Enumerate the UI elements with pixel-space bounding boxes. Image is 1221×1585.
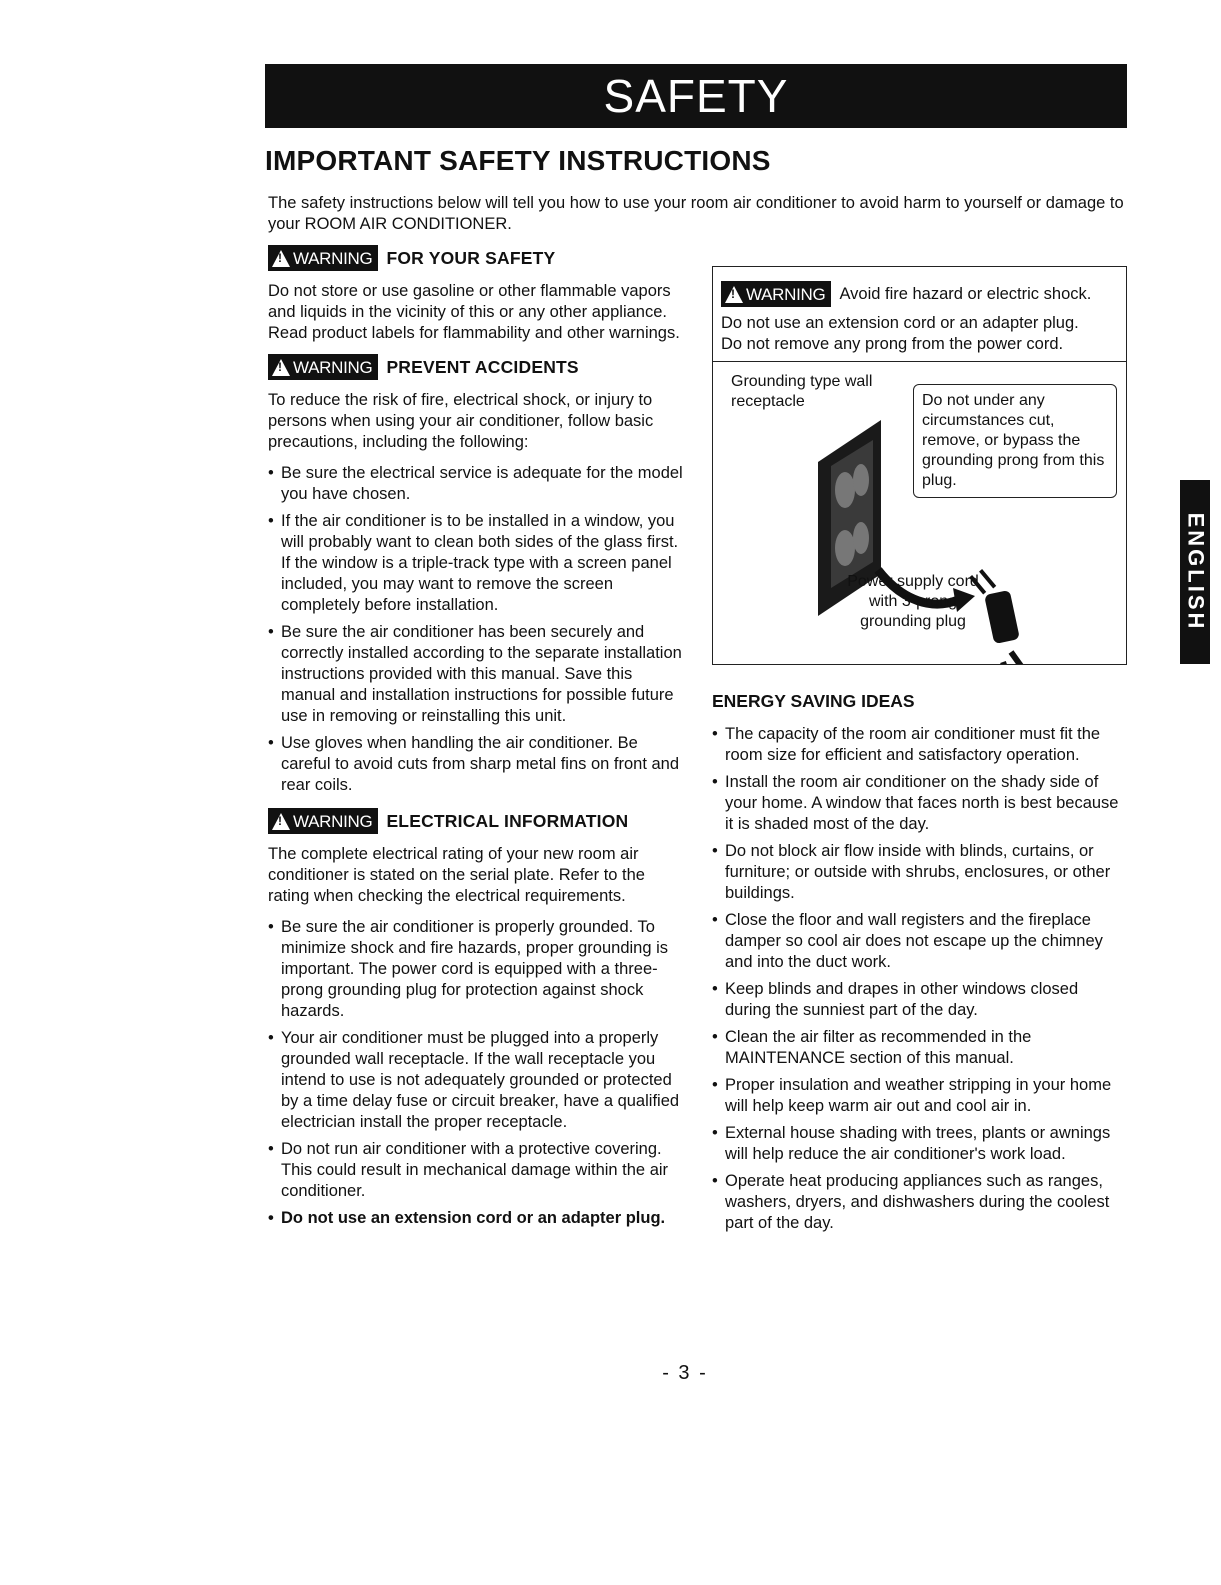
list-item: • Do not run air conditioner with a protective covering. This could result in mechanical damage within the air conditioner. <box>268 1139 683 1202</box>
paragraph: To reduce the risk of fire, electrical shock, or injury to persons when using your air conditioner, follow basic precautions, including the following: <box>268 391 654 451</box>
right-column <box>712 266 1127 1246</box>
paragraph: The complete electrical rating of your new room air conditioner is stated on the serial plate. Refer to the rating when checking the electrical requirements. <box>268 845 645 905</box>
warning-badge: ! WARNING <box>721 281 831 307</box>
section-heading: FOR YOUR SAFETY <box>386 247 556 268</box>
paragraph: Do not store or use gasoline or other flammable vapors and liquids in the vicinity of this or any other appliance. Read product labels for flammability and other warnings. <box>268 282 680 342</box>
page-title: IMPORTANT SAFETY INSTRUCTIONS <box>265 145 771 176</box>
list-item: • Do not use an extension cord or an adapter plug. <box>268 1208 683 1229</box>
list-item: • Operate heat producing appliances such as ranges, washers, dryers, and dishwashers during the coolest part of the day. <box>712 1171 1127 1234</box>
warning-triangle-icon <box>725 286 743 303</box>
list-item: • Clean the air filter as recommended in the MAINTENANCE section of this manual. <box>712 1027 1127 1069</box>
outlet-slot-icon <box>835 530 855 566</box>
warning-line: Do not remove any prong from the power cord. <box>721 335 1064 353</box>
page-number: - 3 - <box>662 1362 708 1384</box>
energy-list <box>712 724 1127 1234</box>
grounding-figure <box>713 362 1126 664</box>
warning-triangle-icon <box>272 250 290 267</box>
outlet-slot-icon <box>835 472 855 508</box>
list-item: • Be sure the air conditioner has been securely and correctly installed according to the separate installation instructions provided with this manual. Save this manual and installation instructions for possible future use in removing or reinstalling this unit. <box>268 622 683 727</box>
receptacle-face <box>831 440 873 588</box>
list-item: • Be sure the electrical service is adequate for the model you have chosen. <box>268 463 683 505</box>
receptacle-label: Grounding type wall receptacle <box>731 373 873 410</box>
cord-label: Power supply cord with 3-prong grounding plug <box>847 573 979 630</box>
language-tab <box>1180 480 1210 664</box>
warning-triangle-icon <box>272 359 290 376</box>
electrical-list <box>268 917 683 1229</box>
cord-icon <box>1011 652 1031 664</box>
warning-line: Avoid fire hazard or electric shock. <box>839 284 1092 303</box>
warning-triangle-icon <box>272 813 290 830</box>
warning-heading-accidents <box>268 354 683 380</box>
intro-text: The safety instructions below will tell you how to use your room air conditioner to avoid harm to yourself or damage to your ROOM AIR CONDITIONER. <box>268 194 1124 233</box>
warning-heading-shock <box>721 281 1118 307</box>
callout-box: Do not under any circumstances cut, remove, or bypass the grounding prong from this plug. <box>913 384 1117 498</box>
list-item: • Install the room air conditioner on the shady side of your home. A window that faces north is best because it is shaded most of the day. <box>712 772 1127 835</box>
outlet-slot-icon <box>853 522 869 554</box>
accidents-list <box>268 463 683 796</box>
list-item: • The capacity of the room air conditioner must fit the room size for efficient and satisfactory operation. <box>712 724 1127 766</box>
section-heading: PREVENT ACCIDENTS <box>386 356 579 377</box>
warning-box-text <box>713 267 1126 362</box>
list-item: • Keep blinds and drapes in other windows closed during the sunniest part of the day. <box>712 979 1127 1021</box>
list-item: • Proper insulation and weather stripping in your home will help keep warm air out and cool air in. <box>712 1075 1127 1117</box>
section-heading: ELECTRICAL INFORMATION <box>386 810 629 831</box>
list-item: • Close the floor and wall registers and the fireplace damper so cool air does not escape up the chimney and into the duct work. <box>712 910 1127 973</box>
warning-badge: ! WARNING <box>268 354 378 380</box>
list-item: • External house shading with trees, plants or awnings will help reduce the air conditioner's work load. <box>712 1123 1127 1165</box>
warning-badge: ! WARNING <box>268 808 378 834</box>
outlet-slot-icon <box>853 464 869 496</box>
list-item: • Use gloves when handling the air conditioner. Be careful to avoid cuts from sharp metal fins on front and rear coils. <box>268 733 683 796</box>
energy-heading: ENERGY SAVING IDEAS <box>712 691 915 711</box>
warning-line: Do not use an extension cord or an adapter plug. <box>721 314 1079 332</box>
section-banner: SAFETY <box>265 64 1127 128</box>
warning-heading-electrical <box>268 808 683 834</box>
list-item: • If the air conditioner is to be installed in a window, you will probably want to clean both sides of the glass first. If the window is a triple-track type with a screen panel included, you may want to remove the screen completely before installation. <box>268 511 683 616</box>
list-item: • Be sure the air conditioner is properly grounded. To minimize shock and fire hazards, proper grounding is important. The power cord is equipped with a three-prong grounding plug for protection against shock hazards. <box>268 917 683 1022</box>
language-tab-label: ENGLISH <box>1183 512 1209 632</box>
list-item: • Do not block air flow inside with blinds, curtains, or furniture; or outside with shrubs, enclosures, or other buildings. <box>712 841 1127 904</box>
left-column <box>268 245 683 1241</box>
warning-heading-safety <box>268 245 683 271</box>
warning-badge: ! WARNING <box>268 245 378 271</box>
warning-box <box>712 266 1127 665</box>
list-item: • Your air conditioner must be plugged into a properly grounded wall receptacle. If the wall receptacle you intend to use is not adequately grounded or protected by a time delay fuse or circuit breaker, have a qualified electrician install the proper receptacle. <box>268 1028 683 1133</box>
